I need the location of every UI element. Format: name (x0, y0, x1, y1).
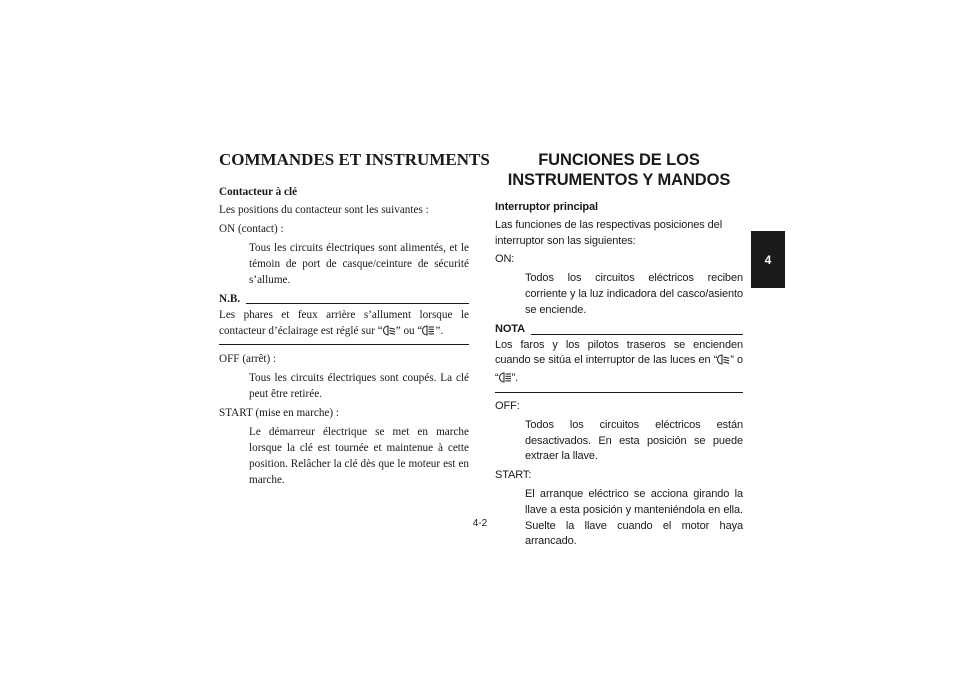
on-desc-es: Todos los circuitos eléctricos reciben corriente y la luz indicadora del casco/asiento se enciende. (525, 272, 743, 316)
section-heading-fr: Contacteur à clé (219, 186, 298, 198)
note-text-a-fr: Les phares et feux arrière s’allument lorsque le contacteur d’éclairage est réglé sur “ (219, 309, 469, 337)
spanish-column (495, 150, 743, 553)
high-beam-icon (422, 325, 435, 341)
page-title-fr: COMMANDES ET INSTRUMENTS (219, 150, 490, 169)
intro-fr: Les positions du contacteur sont les suivantes : (219, 204, 429, 216)
off-desc-fr: Tous les circuits électriques sont coupés. La clé peut être retirée. (249, 372, 469, 400)
note-text-c-fr: ”. (435, 325, 444, 337)
low-beam-icon (383, 325, 396, 341)
high-beam-icon (499, 372, 512, 389)
off-desc-es: Todos los circuitos eléctricos están desactivados. En esta posición se puede extraer la llave. (525, 418, 743, 463)
intro-es: Las funciones de las respectivas posiciones del interruptor son las siguientes: (495, 218, 723, 247)
section-heading-es: Interruptor principal (495, 201, 599, 213)
note-label-fr: N.B. (219, 293, 241, 305)
note-body-es (495, 338, 743, 393)
off-label-es: OFF: (495, 399, 520, 412)
off-label-fr: OFF (arrêt) : (219, 353, 277, 365)
on-label-fr: ON (contact) : (219, 223, 284, 235)
note-label-es: NOTA (495, 322, 525, 335)
start-desc-fr: Le démarreur électrique se met en marche lorsque la clé est tournée et maintenue à cette position. Relâcher la clé dès que le moteur est en marche. (249, 426, 469, 486)
on-desc-fr: Tous les circuits électriques sont alimentés, et le témoin de port de casque/ceinture de sécurité s’allume. (249, 242, 469, 286)
note-text-c-es: ”. (511, 372, 519, 385)
title-line1-es: FUNCIONES DE LOS (538, 151, 700, 169)
note-header-es (495, 322, 743, 338)
french-column (219, 150, 490, 491)
note-header-fr (219, 291, 469, 307)
note-rule-fr (246, 303, 469, 304)
start-desc-es: El arranque eléctrico se acciona girando la llave a esta posición y manteniéndola en ella. Suelte la llave cuando el motor haya arrancado. (525, 487, 743, 548)
note-body-fr (219, 307, 469, 345)
title-line2-es: INSTRUMENTOS Y MANDOS (507, 171, 731, 189)
note-rule-es (531, 334, 743, 335)
on-label-es: ON: (495, 253, 515, 266)
low-beam-icon (717, 354, 730, 371)
start-label-fr: START (mise en marche) : (219, 407, 340, 419)
note-text-b-fr: ” ou “ (395, 325, 423, 337)
chapter-tab: 4 (751, 231, 785, 288)
page-title-es (495, 150, 743, 190)
note-text-a-es: Los faros y los pilotos traseros se encienden cuando se sitúa el interruptor de las luces en “ (495, 338, 743, 367)
start-label-es: START: (495, 469, 532, 482)
page-number: 4-2 (472, 518, 488, 529)
note-text-b-es: ” o “ (495, 354, 743, 385)
